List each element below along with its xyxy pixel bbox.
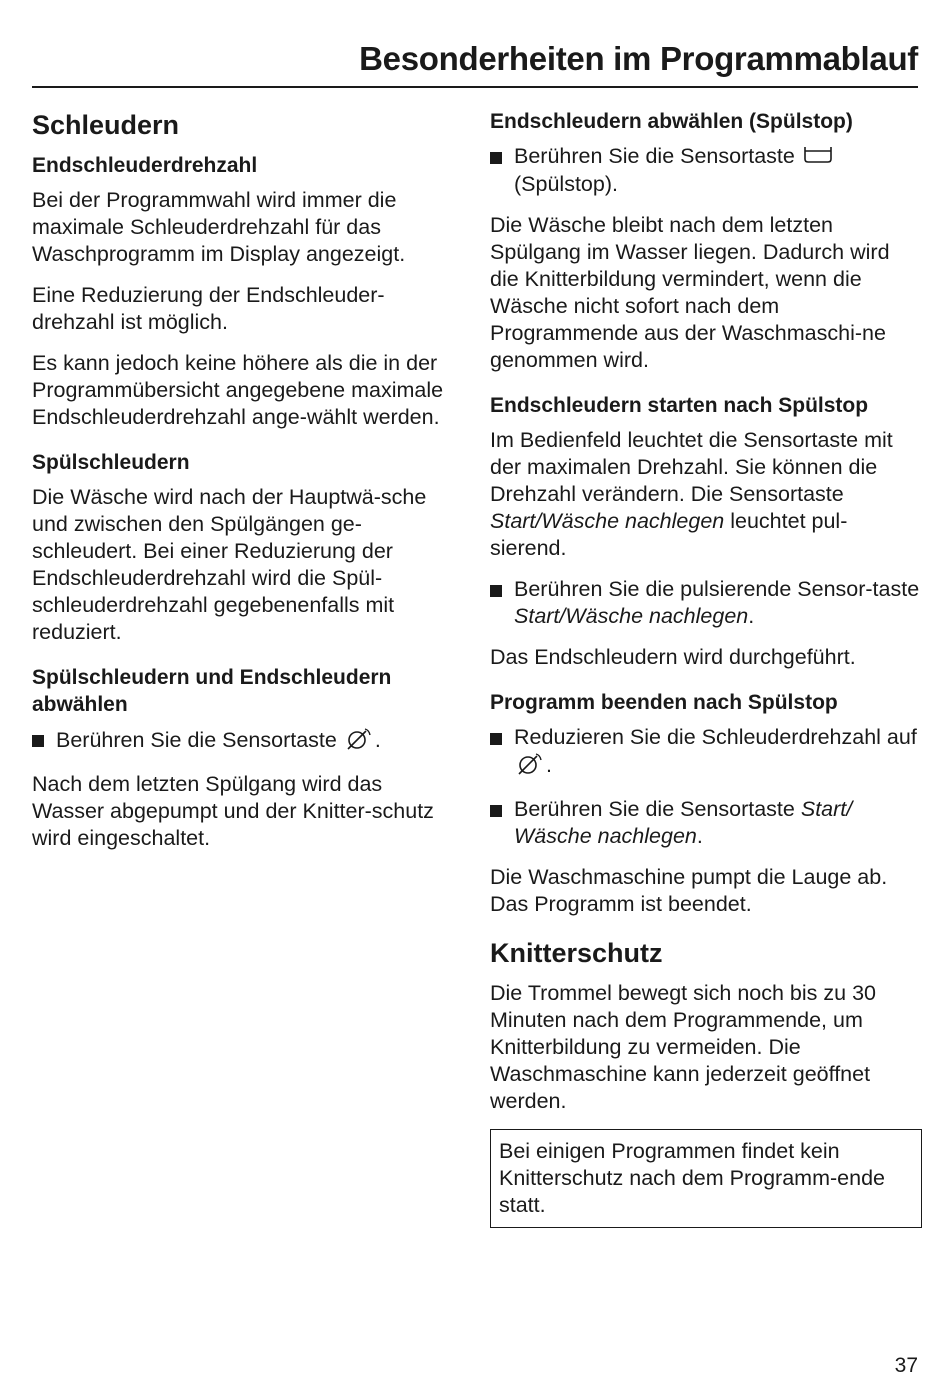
- no-spin-icon: [516, 751, 544, 782]
- section-spuelschleudern-abwaehlen: [32, 664, 457, 852]
- paragraph: Die Wäsche wird nach der Hauptwä-sche und zwischen den Spülgängen ge-schleudert. Bei einer Reduzierung der Endschleuderdrehzahl wird die Spül-schleuderdrehzahl gegebenenfalls mit reduziert.: [32, 485, 427, 644]
- subheading-spuelschleudern: Spülschleudern: [32, 451, 190, 474]
- bullet-square-icon: [490, 733, 502, 745]
- instruction-list: [490, 724, 922, 850]
- no-spin-icon: [345, 726, 373, 757]
- paragraph: Im Bedienfeld leuchtet die Sensortaste mit der maximalen Drehzahl. Sie können die Drehzahl verändern. Die Sensortaste Start/Wäsche nachlegen leuchtet pul-sierend.: [490, 427, 893, 560]
- left-column: [32, 108, 457, 870]
- section-heading-schleudern: Schleudern: [32, 110, 180, 140]
- paragraph: Es kann jedoch keine höhere als die in der Programmübersicht angegebene maximale Endschleuderdrehzahl ange-wählt werden.: [32, 351, 444, 429]
- section-endschleudern-starten: [490, 392, 922, 671]
- paragraph: Bei der Programmwahl wird immer die maximale Schleuderdrehzahl für das Waschprogramm im Display angezeigt.: [32, 188, 406, 266]
- subheading-endschleuderdrehzahl: Endschleuderdrehzahl: [32, 154, 258, 177]
- instruction-step: Berühren Sie die Sensortaste Start/ Wäsche nachlegen.: [490, 796, 922, 850]
- instruction-step: Reduzieren Sie die Schleuderdrehzahl auf .: [490, 724, 922, 782]
- section-knitterschutz: [490, 936, 922, 1228]
- subheading-endschleudern-abwaehlen: Endschleudern abwählen (Spülstop): [490, 110, 853, 133]
- instruction-list: [490, 576, 922, 630]
- paragraph: Eine Reduzierung der Endschleuder-drehzahl ist möglich.: [32, 283, 385, 334]
- instruction-list: [32, 726, 457, 757]
- section-heading-knitterschutz: Knitterschutz: [490, 937, 663, 968]
- instruction-list: [490, 143, 922, 198]
- paragraph: Nach dem letzten Spülgang wird das Wasser abgepumpt und der Knitter-schutz wird eingeschaltet.: [32, 772, 434, 850]
- section-programm-beenden: [490, 689, 922, 918]
- subheading-spuelschleudern-abwaehlen: Spülschleudern und Endschleudern abwählen: [32, 666, 392, 716]
- instruction-step: Berühren Sie die Sensortaste .: [32, 726, 457, 757]
- note-text: Bei einigen Programmen findet kein Knitterschutz nach dem Programm-ende statt.: [499, 1138, 885, 1217]
- paragraph: Die Wäsche bleibt nach dem letzten Spülgang im Wasser liegen. Dadurch wird die Knitterbildung vermindert, wenn die Wäsche nicht sofort nach dem Programmende aus der Waschmaschi-ne genommen wird.: [490, 212, 890, 372]
- rinse-hold-icon: [803, 144, 833, 171]
- paragraph: Die Waschmaschine pumpt die Lauge ab. Das Programm ist beendet.: [490, 864, 888, 916]
- bullet-square-icon: [490, 152, 502, 164]
- page-number: 37: [894, 1354, 918, 1377]
- paragraph: Das Endschleudern wird durchgeführt.: [490, 644, 856, 669]
- bullet-square-icon: [32, 735, 44, 747]
- section-spuelschleudern: [32, 449, 457, 646]
- section-endschleudern-abwaehlen: [490, 108, 922, 374]
- section-endschleuderdrehzahl: [32, 152, 457, 431]
- subheading-programm-beenden: Programm beenden nach Spülstop: [490, 690, 838, 714]
- right-column: [490, 108, 922, 1246]
- instruction-step: Berühren Sie die pulsierende Sensor-taste Start/Wäsche nachlegen.: [490, 576, 922, 630]
- instruction-step: Berühren Sie die Sensortaste (Spülstop).: [490, 143, 922, 198]
- page-header: [32, 36, 918, 88]
- paragraph: Die Trommel bewegt sich noch bis zu 30 Minuten nach dem Programmende, um Knitterbildung zu vermeiden. Die Waschmaschine kann jederzeit geöffnet werden.: [490, 980, 876, 1113]
- subheading-endschleudern-starten: Endschleudern starten nach Spülstop: [490, 393, 869, 417]
- page-title: Besonderheiten im Programmablauf: [359, 40, 918, 77]
- bullet-square-icon: [490, 585, 502, 597]
- note-box: [490, 1129, 922, 1228]
- bullet-square-icon: [490, 805, 502, 817]
